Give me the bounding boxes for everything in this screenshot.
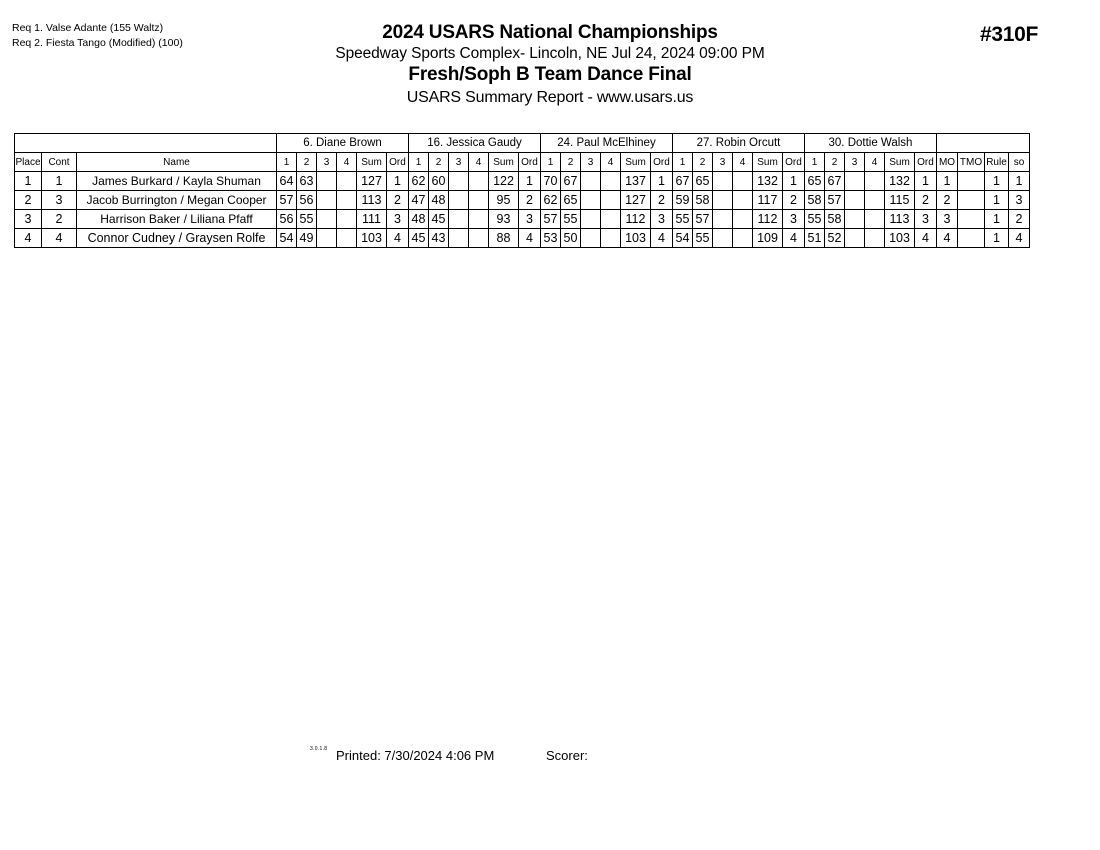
cell-mo: 3 (937, 210, 958, 229)
cell-score: 56 (277, 210, 297, 229)
cell-score: 57 (693, 210, 713, 229)
cell-score: 57 (541, 210, 561, 229)
table-row (15, 210, 1030, 229)
header-name: Name (77, 153, 277, 172)
cell-score (733, 172, 753, 191)
table-row (15, 172, 1030, 191)
cell-score: 50 (561, 229, 581, 248)
cell-mo: 1 (937, 172, 958, 191)
cell-ord: 4 (783, 229, 805, 248)
cell-ord: 1 (387, 172, 409, 191)
cell-score (449, 210, 469, 229)
header-so: so (1009, 153, 1030, 172)
cell-score (337, 191, 357, 210)
header-j5-c1: 1 (805, 153, 825, 172)
cell-score: 55 (297, 210, 317, 229)
cell-score (713, 172, 733, 191)
cell-score (845, 210, 865, 229)
header-j2-sum: Sum (489, 153, 519, 172)
header-j1-sum: Sum (357, 153, 387, 172)
cell-score: 47 (409, 191, 429, 210)
cell-sum: 122 (489, 172, 519, 191)
cell-ord: 1 (651, 172, 673, 191)
cell-sum: 132 (753, 172, 783, 191)
cell-score (317, 229, 337, 248)
cell-score (845, 191, 865, 210)
header-j3-c4: 4 (601, 153, 621, 172)
header-j4-ord: Ord (783, 153, 805, 172)
header-j1-ord: Ord (387, 153, 409, 172)
cell-score: 63 (297, 172, 317, 191)
cell-name: Connor Cudney / Graysen Rolfe (77, 229, 277, 248)
cell-cont: 1 (42, 172, 77, 191)
cell-score: 58 (693, 191, 713, 210)
header-j1-c3: 3 (317, 153, 337, 172)
cell-sum: 127 (357, 172, 387, 191)
cell-score: 57 (277, 191, 297, 210)
judge-caption-4: 27. Robin Orcutt (673, 134, 805, 153)
cell-score: 45 (429, 210, 449, 229)
header-j5-c2: 2 (825, 153, 845, 172)
header-j4-c3: 3 (713, 153, 733, 172)
cell-sum: 103 (621, 229, 651, 248)
cell-score: 48 (409, 210, 429, 229)
cell-ord: 3 (519, 210, 541, 229)
event-title: 2024 USARS National Championships (382, 22, 718, 43)
cell-so: 1 (1009, 172, 1030, 191)
cell-score (865, 172, 885, 191)
cell-score (337, 229, 357, 248)
header-j3-c1: 1 (541, 153, 561, 172)
cell-place: 3 (15, 210, 42, 229)
cell-score (581, 172, 601, 191)
header-j2-c2: 2 (429, 153, 449, 172)
cell-score (601, 229, 621, 248)
cell-score (317, 172, 337, 191)
cell-score: 70 (541, 172, 561, 191)
cell-score (601, 210, 621, 229)
cell-score (865, 191, 885, 210)
scorer-label: Scorer: (546, 748, 588, 763)
cell-rule: 1 (985, 229, 1009, 248)
cell-sum: 115 (885, 191, 915, 210)
header-j3-ord: Ord (651, 153, 673, 172)
header-rule: Rule (985, 153, 1009, 172)
cell-sum: 103 (357, 229, 387, 248)
cell-score (317, 191, 337, 210)
caption-left-spacer (15, 134, 277, 153)
cell-sum: 103 (885, 229, 915, 248)
cell-ord: 2 (519, 191, 541, 210)
header-j2-ord: Ord (519, 153, 541, 172)
cell-score (845, 172, 865, 191)
header-place: Place (15, 153, 42, 172)
cell-score (449, 172, 469, 191)
cell-ord: 4 (915, 229, 937, 248)
header-tmo: TMO (958, 153, 985, 172)
cell-ord: 1 (783, 172, 805, 191)
cell-score: 48 (429, 191, 449, 210)
cell-score: 45 (409, 229, 429, 248)
cell-so: 2 (1009, 210, 1030, 229)
cell-score (337, 172, 357, 191)
cell-ord: 3 (915, 210, 937, 229)
cell-score (713, 191, 733, 210)
cell-score: 58 (805, 191, 825, 210)
cell-tmo (958, 191, 985, 210)
header-j4-c4: 4 (733, 153, 753, 172)
cell-sum: 113 (357, 191, 387, 210)
cell-score: 52 (825, 229, 845, 248)
header-j1-c2: 2 (297, 153, 317, 172)
requirement-item: Req 1. Valse Adante (155 Waltz) (12, 22, 164, 34)
cell-cont: 2 (42, 210, 77, 229)
results-table (14, 133, 1030, 248)
cell-mo: 2 (937, 191, 958, 210)
cell-score (469, 210, 489, 229)
cell-score (865, 229, 885, 248)
cell-ord: 3 (387, 210, 409, 229)
cell-score (449, 191, 469, 210)
cell-score: 55 (805, 210, 825, 229)
cell-score: 65 (805, 172, 825, 191)
cell-name: Harrison Baker / Liliana Pfaff (77, 210, 277, 229)
cell-score (601, 191, 621, 210)
cell-score: 67 (825, 172, 845, 191)
cell-score (713, 210, 733, 229)
header-j5-c4: 4 (865, 153, 885, 172)
header-j1-c1: 1 (277, 153, 297, 172)
cell-so: 4 (1009, 229, 1030, 248)
printed-timestamp: Printed: 7/30/2024 4:06 PM (336, 748, 495, 763)
cell-place: 4 (15, 229, 42, 248)
header-j5-sum: Sum (885, 153, 915, 172)
judge-caption-row (15, 134, 1030, 153)
cell-tmo (958, 229, 985, 248)
cell-ord: 4 (519, 229, 541, 248)
cell-score: 55 (561, 210, 581, 229)
cell-sum: 111 (357, 210, 387, 229)
table-row (15, 229, 1030, 248)
judge-caption-2: 16. Jessica Gaudy (409, 134, 541, 153)
cell-score (469, 172, 489, 191)
judge-caption-3: 24. Paul McElhiney (541, 134, 673, 153)
header-j5-ord: Ord (915, 153, 937, 172)
column-header-row (15, 153, 1030, 172)
cell-score: 62 (541, 191, 561, 210)
cell-name: Jacob Burrington / Megan Cooper (77, 191, 277, 210)
event-number-badge: #310F (979, 23, 1038, 46)
table-row (15, 191, 1030, 210)
cell-tmo (958, 210, 985, 229)
cell-sum: 109 (753, 229, 783, 248)
cell-score (469, 191, 489, 210)
judge-caption-5: 30. Dottie Walsh (805, 134, 937, 153)
cell-rule: 1 (985, 172, 1009, 191)
header-j2-c3: 3 (449, 153, 469, 172)
cell-ord: 2 (387, 191, 409, 210)
cell-ord: 2 (651, 191, 673, 210)
cell-sum: 95 (489, 191, 519, 210)
header-j4-c2: 2 (693, 153, 713, 172)
cell-sum: 127 (621, 191, 651, 210)
cell-score: 67 (673, 172, 693, 191)
cell-sum: 137 (621, 172, 651, 191)
header-j2-c4: 4 (469, 153, 489, 172)
cell-score: 60 (429, 172, 449, 191)
requirement-item: Req 2. Fiesta Tango (Modified) (100) (12, 36, 183, 49)
cell-score: 55 (673, 210, 693, 229)
cell-score: 57 (825, 191, 845, 210)
header-j4-sum: Sum (753, 153, 783, 172)
cell-ord: 2 (915, 191, 937, 210)
cell-score: 59 (673, 191, 693, 210)
cell-score (581, 229, 601, 248)
cell-score (337, 210, 357, 229)
header-cont: Cont (42, 153, 77, 172)
cell-score (469, 229, 489, 248)
cell-ord: 1 (519, 172, 541, 191)
cell-score: 67 (561, 172, 581, 191)
cell-score: 56 (297, 191, 317, 210)
header-j3-c3: 3 (581, 153, 601, 172)
cell-ord: 4 (651, 229, 673, 248)
header-j5-c3: 3 (845, 153, 865, 172)
cell-sum: 112 (753, 210, 783, 229)
cell-score (581, 191, 601, 210)
judge-caption-1: 6. Diane Brown (277, 134, 409, 153)
cell-sum: 113 (885, 210, 915, 229)
cell-ord: 1 (915, 172, 937, 191)
cell-score: 54 (277, 229, 297, 248)
cell-score: 65 (561, 191, 581, 210)
cell-score (733, 191, 753, 210)
cell-ord: 4 (387, 229, 409, 248)
cell-place: 1 (15, 172, 42, 191)
header-j3-c2: 2 (561, 153, 581, 172)
cell-ord: 2 (783, 191, 805, 210)
cell-sum: 93 (489, 210, 519, 229)
category-title: Fresh/Soph B Team Dance Final (408, 64, 692, 85)
cell-score (713, 229, 733, 248)
cell-score: 62 (409, 172, 429, 191)
report-subtitle: USARS Summary Report - www.usars.us (406, 89, 694, 106)
cell-sum: 88 (489, 229, 519, 248)
cell-sum: 117 (753, 191, 783, 210)
cell-score: 64 (277, 172, 297, 191)
cell-sum: 112 (621, 210, 651, 229)
header-j4-c1: 1 (673, 153, 693, 172)
cell-score (865, 210, 885, 229)
build-version-stamp: 3.0.1.8 (310, 746, 328, 752)
cell-score: 55 (693, 229, 713, 248)
header-j1-c4: 4 (337, 153, 357, 172)
cell-score (733, 210, 753, 229)
cell-score: 51 (805, 229, 825, 248)
cell-score (845, 229, 865, 248)
report-header (0, 22, 1100, 108)
cell-rule: 1 (985, 191, 1009, 210)
header-j2-c1: 1 (409, 153, 429, 172)
cell-ord: 3 (651, 210, 673, 229)
cell-score: 49 (297, 229, 317, 248)
venue-datetime-line: Speedway Sports Complex- Lincoln, NE Jul 24, 2024 09:00 PM (335, 45, 765, 62)
cell-score: 53 (541, 229, 561, 248)
cell-score (317, 210, 337, 229)
cell-score: 43 (429, 229, 449, 248)
cell-so: 3 (1009, 191, 1030, 210)
cell-place: 2 (15, 191, 42, 210)
cell-score: 58 (825, 210, 845, 229)
cell-score (733, 229, 753, 248)
cell-name: James Burkard / Kayla Shuman (77, 172, 277, 191)
cell-score: 54 (673, 229, 693, 248)
header-j3-sum: Sum (621, 153, 651, 172)
cell-tmo (958, 172, 985, 191)
cell-ord: 3 (783, 210, 805, 229)
cell-sum: 132 (885, 172, 915, 191)
cell-score (601, 172, 621, 191)
header-mo: MO (937, 153, 958, 172)
cell-mo: 4 (937, 229, 958, 248)
cell-score (581, 210, 601, 229)
caption-right-spacer (937, 134, 1030, 153)
cell-rule: 1 (985, 210, 1009, 229)
cell-cont: 3 (42, 191, 77, 210)
cell-score: 65 (693, 172, 713, 191)
cell-cont: 4 (42, 229, 77, 248)
cell-score (449, 229, 469, 248)
